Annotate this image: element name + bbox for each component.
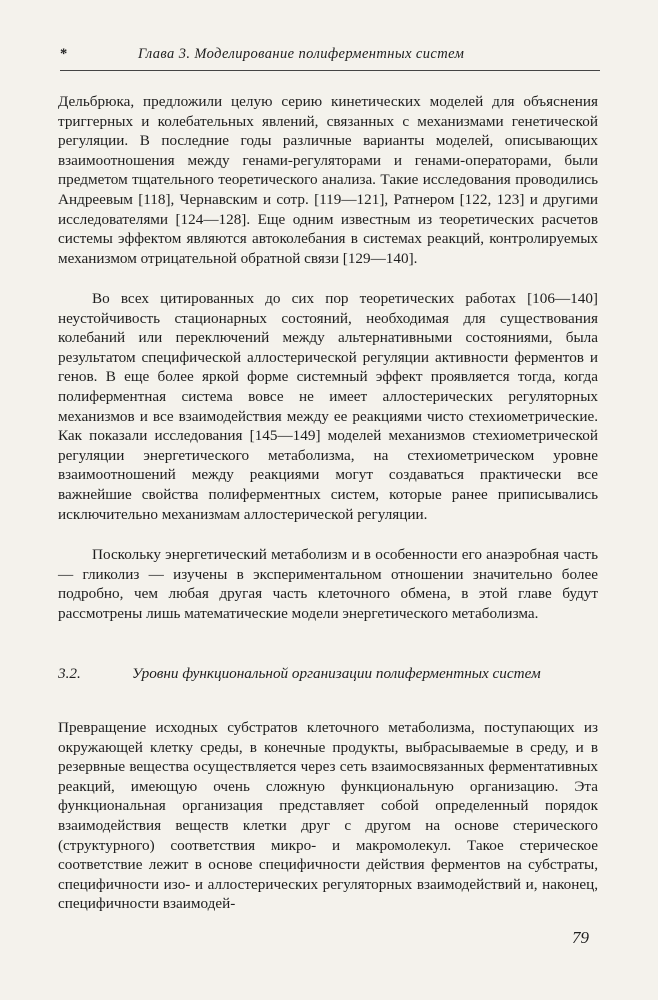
paragraph-1 (58, 92, 598, 268)
paragraph-3-text: Поскольку энергетический метаболизм и в особенности его анаэробная часть — гликолиз — изучены в экспериментальном отношении значительно более подробно, чем любая другая часть клеточного обмена, в этой главе будут рассмотрены лишь математические модели энергетического метаболизма. (58, 546, 598, 622)
paragraph-4-text: Превращение исходных субстратов клеточного метаболизма, поступающих из окружающей клетку среды, в конечные продукты, выбрасываемые в среду, и в резервные вещества осуществляется через сеть взаимосвязанных ферментативных реакций, имеющую очень сложную функциональную организацию. Эта функциональная организация представляет собой определенный порядок взаимодействия веществ клетки друг с другом на основе стерического (структурного) соответствия микро- и макромолекул. Такое стерическое соответствие лежит в основе специфичности действия ферментов на субстраты, специфичности изо- и аллостерических регуляторных взаимодействий и, наконец, специфичности взаимодей- (58, 719, 598, 913)
paragraph-3 (58, 545, 598, 623)
chapter-title: Глава 3. Моделирование полиферментных систем (138, 46, 465, 62)
paragraph-2 (58, 289, 598, 524)
section-number: 3.2. (58, 665, 81, 682)
header-rule (60, 70, 600, 71)
paragraph-2-text: Во всех цитированных до сих пор теоретических работах [106—140] неустойчивость стационарных состояний, необходимая для существования колебаний или переключений между альтернативными состояниями, была результатом специфической аллостерической регуляции активности ферментов и генов. В еще более яркой форме системный эффект проявляется тогда, когда полиферментная система вовсе не имеет аллостерических регуляторных механизмов и все взаимодействия между ее реакциями чисто стехиометрические. Как показали исследования [145—149] моделей механизмов стехиометрической регуляции энергетического метаболизма, на стехиометрическом уровне взаимоотношений между реакциями могут создаваться практически все важнейшие свойства полиферментных систем, которые ранее приписывались исключительно механизмам аллостерической регуляции. (58, 290, 598, 523)
paragraph-1-text: Дельбрюка, предложили целую серию кинетических моделей для объяснения триггерных и колебательных явлений, связанных с механизмами генетической регуляции. В последние годы различные варианты моделей, описывающих взаимоотношения между генами-регуляторами и генами-операторами, были предметом тщательного теоретического анализа. Такие исследования проводились Андреевым [118], Чернавским и сотр. [119—121], Ратнером [122, 123] и другими исследователями [124—128]. Еще одним известным из теоретических расчетов системы эффектом являются автоколебания в системах реакций, контролируемых механизмом отрицательной обратной связи [129—140]. (58, 93, 598, 267)
header-marker: * (60, 46, 68, 62)
page-number: 79 (572, 928, 589, 947)
section-title: Уровни функциональной организации полиферментных систем (132, 665, 541, 682)
paragraph-4 (58, 718, 598, 914)
